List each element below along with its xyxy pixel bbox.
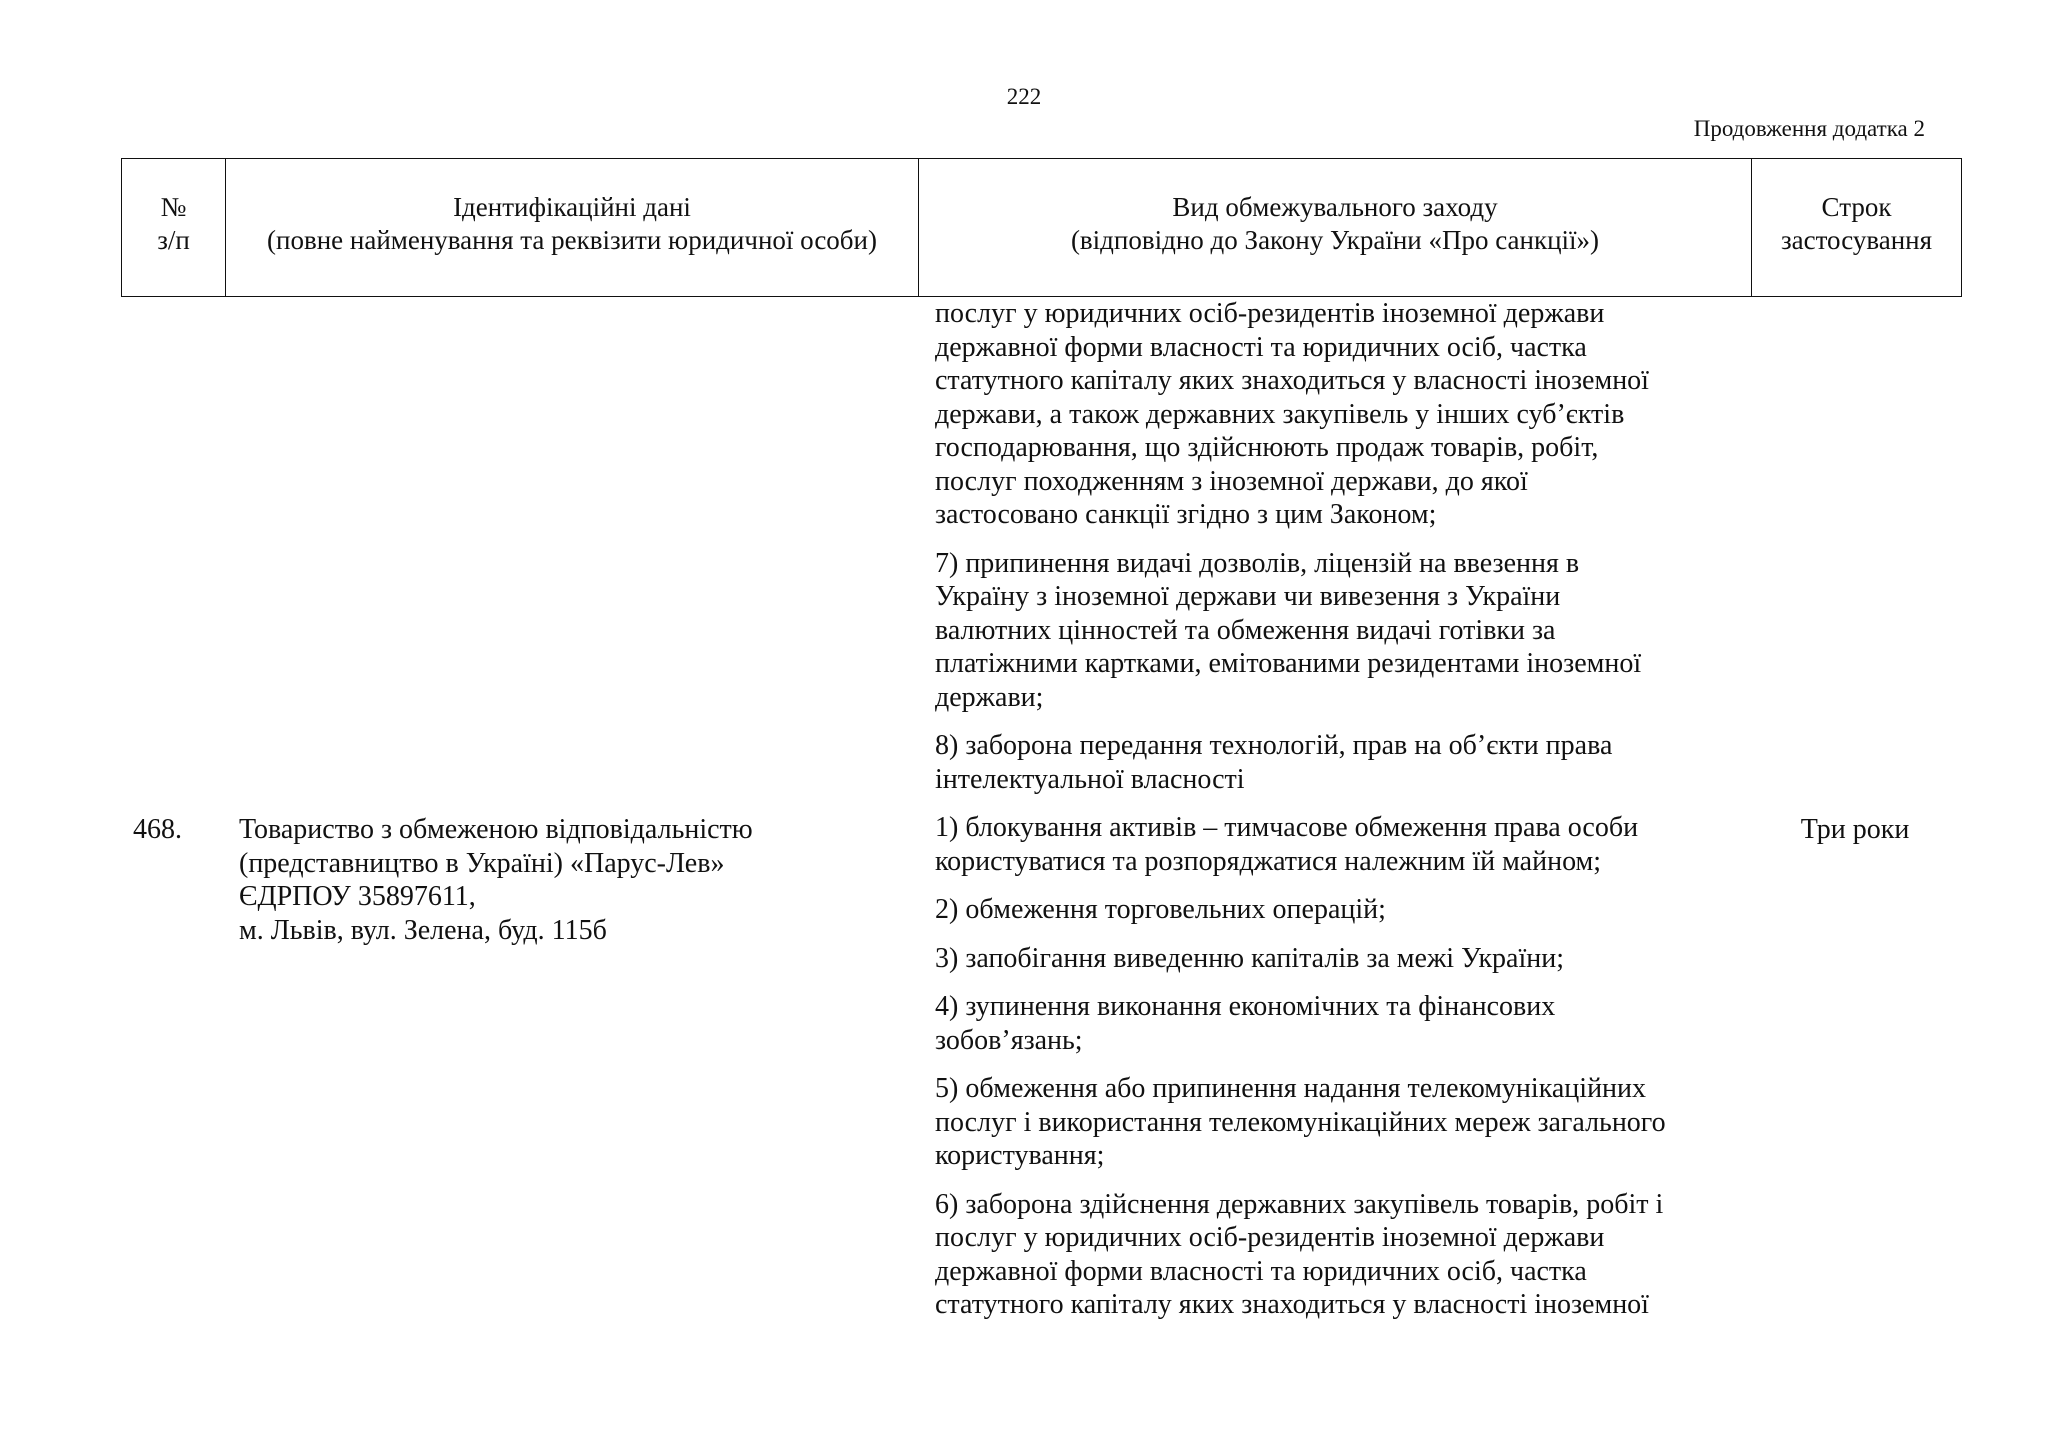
entity-code-line: ЄДРПОУ 35897611, <box>239 881 476 912</box>
text-line: валютних цінностей та обмеження видачі готівки за <box>935 614 1556 646</box>
measure-paragraph <box>935 1188 1747 1322</box>
header-measure <box>919 159 1752 296</box>
text-line: платіжними картками, емітованими резидентами іноземної <box>935 648 1642 679</box>
page-number: 222 <box>1006 84 1042 109</box>
text-line: господарювання, що здійснюють продаж товарів, робіт, <box>935 432 1599 463</box>
text-line: 8) заборона передання технологій, прав на об’єкти права <box>935 730 1613 761</box>
text-line: 5) обмеження або припинення надання телекомунікаційних <box>935 1073 1647 1104</box>
text-line: послуг у юридичних осіб-резидентів іноземної держави <box>935 298 1605 329</box>
entity-identification <box>239 813 899 947</box>
entity-name-line: Товариство з обмеженою відповідальністю <box>239 814 753 845</box>
measures-column <box>935 297 1747 1337</box>
entity-address-line: м. Львів, вул. Зелена, буд. 115б <box>239 914 607 946</box>
entity-name-line: (представництво в Україні) «Парус-Лев» <box>239 847 725 879</box>
table-header <box>121 158 1962 297</box>
text-line: державної форми власності та юридичних осіб, частка <box>935 331 1587 363</box>
header-number <box>122 159 226 296</box>
text-line: держави, а також державних закупівель у інших суб’єктів <box>935 398 1625 430</box>
text-line: статутного капіталу яких знаходиться у власності іноземної <box>935 365 1649 396</box>
text-line: 3) запобігання виведенню капіталів за межі України; <box>935 942 1565 974</box>
text-line: державної форми власності та юридичних осіб, частка <box>935 1255 1587 1287</box>
text-line: 4) зупинення виконання економічних та фінансових <box>935 991 1556 1022</box>
text-line: користування; <box>935 1140 1105 1171</box>
text-line: зобов’язань; <box>935 1024 1083 1056</box>
text-line: послуг і використання телекомунікаційних мереж загального <box>935 1106 1666 1138</box>
text-line: послуг у юридичних осіб-резидентів іноземної держави <box>935 1222 1605 1253</box>
term-value: Три роки <box>1800 814 1910 845</box>
text-line: 7) припинення видачі дозволів, ліцензій на ввезення в <box>935 547 1580 579</box>
header-term-line-2: застосування <box>1780 224 1933 255</box>
text-line: 6) заборона здійснення державних закупівель товарів, робіт і <box>935 1188 1664 1220</box>
header-number-line-1: № <box>160 191 187 222</box>
measure-paragraph <box>935 1072 1747 1173</box>
continued-measure-paragraph <box>935 729 1747 796</box>
measure-paragraph <box>935 893 1747 927</box>
text-line: застосовано санкції згідно з цим Законом; <box>935 499 1437 530</box>
continued-measure-paragraph <box>935 297 1747 532</box>
header-measure-line-2: (відповідно до Закону України «Про санкції») <box>1070 224 1600 255</box>
row-number: 468. <box>133 814 182 845</box>
continued-measure-paragraph <box>935 547 1747 715</box>
text-line: держави; <box>935 681 1044 713</box>
text-line: інтелектуальної власності <box>935 763 1245 795</box>
header-term-line-1: Строк <box>1821 191 1892 222</box>
text-line: Україну з іноземної держави чи вивезення з України <box>935 581 1561 612</box>
text-line: користуватися та розпоряджатися належним їй майном; <box>935 845 1602 877</box>
continuation-label: Продовження додатка 2 <box>1693 116 1925 141</box>
header-measure-line-1: Вид обмежувального заходу <box>1172 191 1498 222</box>
measure-paragraph <box>935 990 1747 1057</box>
text-line: 2) обмеження торговельних операцій; <box>935 894 1386 925</box>
header-identification <box>226 159 919 296</box>
header-identification-line-1: Ідентифікаційні дані <box>453 191 691 222</box>
header-term <box>1752 159 1961 296</box>
measure-paragraph <box>935 942 1747 976</box>
header-number-line-2: з/п <box>157 224 190 255</box>
measure-paragraph <box>935 811 1747 878</box>
text-line: 1) блокування активів – тимчасове обмеження права особи <box>935 812 1639 843</box>
header-identification-line-2: (повне найменування та реквізити юридичної особи) <box>267 224 877 255</box>
text-line: статутного капіталу яких знаходиться у власності іноземної <box>935 1289 1649 1320</box>
text-line: послуг походженням з іноземної держави, до якої <box>935 465 1528 497</box>
